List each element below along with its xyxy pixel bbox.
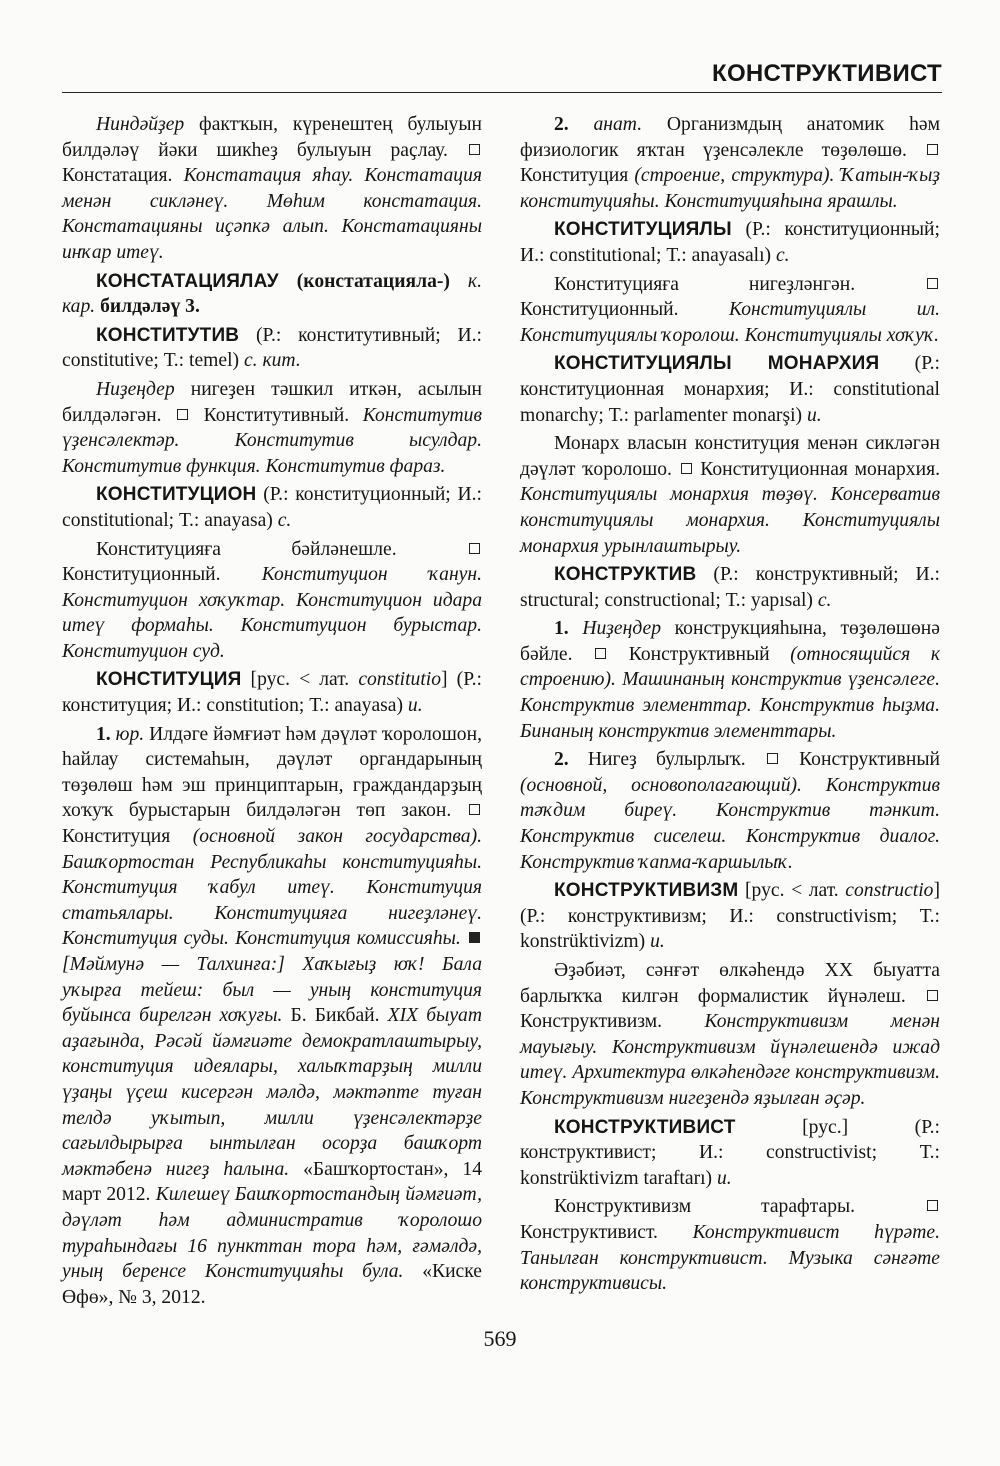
- entry-etymology-latin: constructio: [845, 880, 934, 902]
- left-column: [62, 112, 482, 1310]
- entry-etymology-latin: constitutio: [358, 669, 442, 691]
- def-text: нигеҙен тәшкил иткән, асылын билдәләгән.: [62, 378, 482, 426]
- filled-square-icon: [469, 932, 480, 943]
- sense-number: 2.: [554, 114, 569, 135]
- empty-square-icon: [177, 409, 188, 420]
- entry-equivalents: (Р.: конституционный; И.: constitutional; Т.: anayasa): [62, 484, 482, 531]
- entry-konstruktiv: [520, 562, 940, 613]
- russian-equivalent: Конституционная монархия.: [693, 458, 940, 480]
- usage-examples: (основной, основополагающий). Конструктив тәҡдим биреү. Конструктив тәнкит. Конструктив сиселеш. Конструктив диалог. Конструктив ҡапма-ҡаршылыҡ.: [520, 774, 940, 873]
- entry-konstituciyaly-monarkhiya: [520, 351, 940, 428]
- entry-konstitutiv: [62, 323, 482, 374]
- def-text: Ниндәйҙер: [96, 114, 185, 135]
- usage-examples: Конституциялы ил. Конституциялы ҡоролош. Конституциялы хоҡуҡ.: [520, 299, 940, 346]
- usage-examples: Конституциялы монархия төҙөү. Консерватив конституциялы монархия. Конституциялы монархия урынлаштырыу.: [520, 484, 940, 557]
- entry-equivalents: (Р.: конституционный; И.: constitutional; Т.: anayasalı): [520, 219, 940, 266]
- empty-square-icon: [927, 144, 938, 155]
- sense-number: 2.: [554, 749, 569, 771]
- entry-label: с.: [775, 244, 790, 266]
- empty-square-icon: [681, 463, 692, 474]
- russian-equivalent: Конституционный.: [520, 299, 729, 321]
- usage-examples: Констатация яһау. Констатация менән сикләнеү. Мөһим констатация. Констатацияны иҫәпкә алып. Констатацияны инҡар итеү.: [62, 165, 482, 263]
- entry-grammar: (констатациялa-): [278, 270, 468, 292]
- entry-equivalents: (Р.: конституционная монархия; И.: constitutional monarchy; Т.: parlamenter monarşi): [520, 353, 940, 426]
- headword: КОНСТРУКТИВИСТ: [554, 1116, 736, 1138]
- entry-label: юр.: [110, 723, 145, 745]
- empty-square-icon: [469, 144, 480, 155]
- entry-definition: [62, 112, 482, 266]
- entry-equivalents: ] (Р.: конституция; И.: constitution; Т.: anayasa): [62, 669, 482, 717]
- russian-equivalent: Констатация.: [62, 165, 184, 187]
- headword: КОНСТИТУЦИЯЛЫ МОНАРХИЯ: [554, 353, 880, 375]
- russian-equivalent: Конституция: [62, 826, 193, 848]
- russian-equivalent: Конструктивизм.: [520, 1011, 705, 1033]
- empty-square-icon: [469, 543, 480, 554]
- def-text: Әҙәбиәт, сәнғәт өлкәһендә XX быуатта барлыҡҡа килгән формалистик йүнәлеш.: [520, 960, 940, 1007]
- headword: КОНСТИТУЦИЯЛЫ: [554, 219, 732, 241]
- def-text: конструкцияһына, төҙөлөшөнә бәйле.: [520, 618, 940, 665]
- entry-sense-2: [520, 112, 940, 214]
- russian-equivalent: Конструктивный: [779, 749, 940, 771]
- headword: КОНСТРУКТИВ: [554, 564, 697, 586]
- quotation: [Мәймунә — Талхинға:] Хаҡығыҙ юҡ! Бала уҡырға тейеш: был — уның конституция буйынса бирелгән хоҡуғы.: [62, 954, 482, 1027]
- quotation-source: Б. Бикбай.: [282, 1005, 388, 1027]
- russian-equivalent: Конструктивист.: [520, 1221, 693, 1243]
- def-text: Конституцияға бәйләнешле.: [96, 538, 467, 560]
- entry-konstruktivizm: [520, 878, 940, 955]
- russian-equivalent: Конститутивный.: [190, 404, 363, 426]
- quotation-source: «Киске Өфө», № 3, 2012.: [62, 1261, 482, 1308]
- entry-label: анат.: [568, 114, 643, 135]
- quotation-source: «Башҡортостан», 14 март 2012.: [62, 1158, 482, 1206]
- entry-equivalents: ] (Р.: конструктивизм; И.: constructivism; Т.: konstrüktivizm): [520, 880, 940, 953]
- headword: КОНСТИТУТИВ: [96, 324, 240, 346]
- entry-definition: [62, 537, 482, 665]
- def-text: Конструктивизм тарафтары.: [554, 1196, 925, 1218]
- entry-equivalents: (Р.: конститутивный; И.: constitutive; Т.: temel): [62, 324, 482, 372]
- usage-examples: Конструктивизм менән мауығыу. Конструктивизм йүнәлешендә ижад итеү. Архитектура өлкәһендәге конструктивизм. Конструктивизм нигеҙендә яҙылған әҫәр.: [520, 1011, 940, 1109]
- entry-equivalents: (Р.: конструктивный; И.: structural; constructional; Т.: yapısal): [520, 564, 940, 611]
- headword: КОНСТИТУЦИОН: [96, 484, 257, 506]
- def-text: Нигеҙ булырлыҡ.: [568, 749, 765, 771]
- def-text: фактҡын, күренештең булыуын билдәләү йәки шикһеҙ булыуын раҫлау.: [62, 114, 482, 161]
- empty-square-icon: [927, 990, 938, 1001]
- quotation: XIX быуат аҙағында, Рәсәй йәмғиәте демократлаштырыу, конституция идеялары, халыҡтарҙың милли үҙаңы үҫеш кисергән мәлдә, мәктәпте туған телдә уҡытып, милли үҙенсәлектәрҙе сағылдырырға ынтылған осорҙа башҡорт мәктәбенә нигеҙ һалына.: [62, 1005, 482, 1180]
- russian-equivalent: Конституционный.: [62, 564, 262, 586]
- running-header: [62, 58, 942, 93]
- entry-definition: [520, 431, 940, 559]
- usage-examples: Конструктивист һүрәте. Танылған конструктивист. Музыка сәнғәте конструктивисы.: [520, 1221, 940, 1295]
- sense-number: 1.: [96, 723, 111, 745]
- entry-konstataciyalau: [62, 269, 482, 320]
- entry-konstitucion: [62, 482, 482, 533]
- entry-definition: [520, 1194, 940, 1296]
- entry-equivalents: [рус.] (Р.: конструктивист; И.: constructivist; Т.: konstrüktivizm taraftarı): [520, 1116, 940, 1189]
- entry-definition: [520, 958, 940, 1112]
- empty-square-icon: [927, 278, 938, 289]
- entry-sense-2: [520, 747, 940, 875]
- usage-examples: (основной закон государства). Башҡортостан Республикаһы конституцияһы. Конституция ҡабул итеү. Конституция статьялары. Конституцияға нигеҙләнеү. Конституция суды. Конституция комиссияһы.: [62, 826, 482, 950]
- def-text: Ниҙеңдер: [96, 378, 175, 400]
- entry-label: с.: [817, 589, 832, 611]
- page-number: 569: [483, 1326, 517, 1351]
- entry-konstituciya: [62, 667, 482, 718]
- entry-definition: [520, 272, 940, 349]
- right-column: [520, 112, 940, 1297]
- empty-square-icon: [595, 648, 606, 659]
- usage-examples: Конститутив үҙенсәлектәр. Конститутив ысулдар. Конститутив функция. Конститутив фараз.: [62, 404, 482, 477]
- entry-definition: [62, 377, 482, 479]
- headword: КОНСТИТУЦИЯ: [96, 669, 242, 691]
- def-text: Конституцияға нигеҙләнгән.: [554, 273, 925, 295]
- empty-square-icon: [469, 804, 480, 815]
- empty-square-icon: [927, 1200, 938, 1211]
- empty-square-icon: [767, 753, 778, 764]
- quotation: Килешеү Башҡортостандың йәмғиәт, дәүләт һәм административ ҡоролошо тураһындағы 16 пункттан тора һәм, ғәмәлдә, уның беренсе Конституцияһы була.: [62, 1184, 483, 1283]
- running-head-word: КОНСТРУКТИВИСТ: [712, 60, 942, 87]
- entry-label: с.: [277, 509, 292, 531]
- headword: КОНСТРУКТИВИЗМ: [554, 880, 739, 902]
- entry-label: и.: [716, 1167, 732, 1189]
- entry-etymology: [рус. < лат.: [738, 880, 846, 902]
- def-text: Ниҙеңдер: [582, 618, 661, 640]
- headword: КОНСТАТАЦИЯЛАУ: [96, 270, 279, 292]
- entry-label: и.: [407, 695, 423, 717]
- entry-etymology: [рус. < лат.: [241, 669, 359, 691]
- entry-label: с. кит.: [243, 350, 301, 372]
- entry-label: и.: [650, 931, 665, 953]
- entry-label: и.: [806, 404, 822, 426]
- def-text: [569, 618, 583, 639]
- entry-sense-1: [520, 616, 940, 744]
- entry-label: к. кар.: [62, 270, 482, 318]
- def-text: Организмдың анатомик һәм физиологик яҡтан үҙенсәлекле төҙөлөшө.: [520, 114, 940, 161]
- def-text: Илдәге йәмғиәт һәм дәүләт ҡоролошон, һайлау системаһын, дәүләт органдарының төҙөлөш һәм эш принциптарын, граждандарҙың хоҡуҡ бурыстарын билдәләгән төп закон.: [62, 723, 482, 822]
- sense-number: 1.: [554, 618, 569, 640]
- usage-examples: Конституцион ҡанун. Конституцион хоҡуҡтар. Конституцион идара итеү формаһы. Конституцион бурыстар. Конституцион суд.: [62, 564, 482, 662]
- entry-konstituciyaly: [520, 217, 940, 268]
- entry-sense-1: [62, 722, 482, 1311]
- usage-examples: (относящийся к строению). Машинаның конструктив үҙенсәлеге. Конструктив элементтар. Конструктив һыҙма. Бинаның конструктив элементтары.: [520, 643, 940, 742]
- def-text: Монарх власын конституция менән сикләгән дәүләт ҡоролошо.: [520, 433, 940, 480]
- cross-reference: билдәләү 3.: [95, 296, 200, 318]
- russian-equivalent: Конституция: [520, 165, 635, 187]
- russian-equivalent: Конструктивный: [608, 643, 791, 665]
- usage-examples: (строение, структура). Ҡатын-ҡыҙ конституцияһы. Конституцияһына ярашлы.: [520, 165, 940, 212]
- entry-konstruktivist: [520, 1115, 940, 1192]
